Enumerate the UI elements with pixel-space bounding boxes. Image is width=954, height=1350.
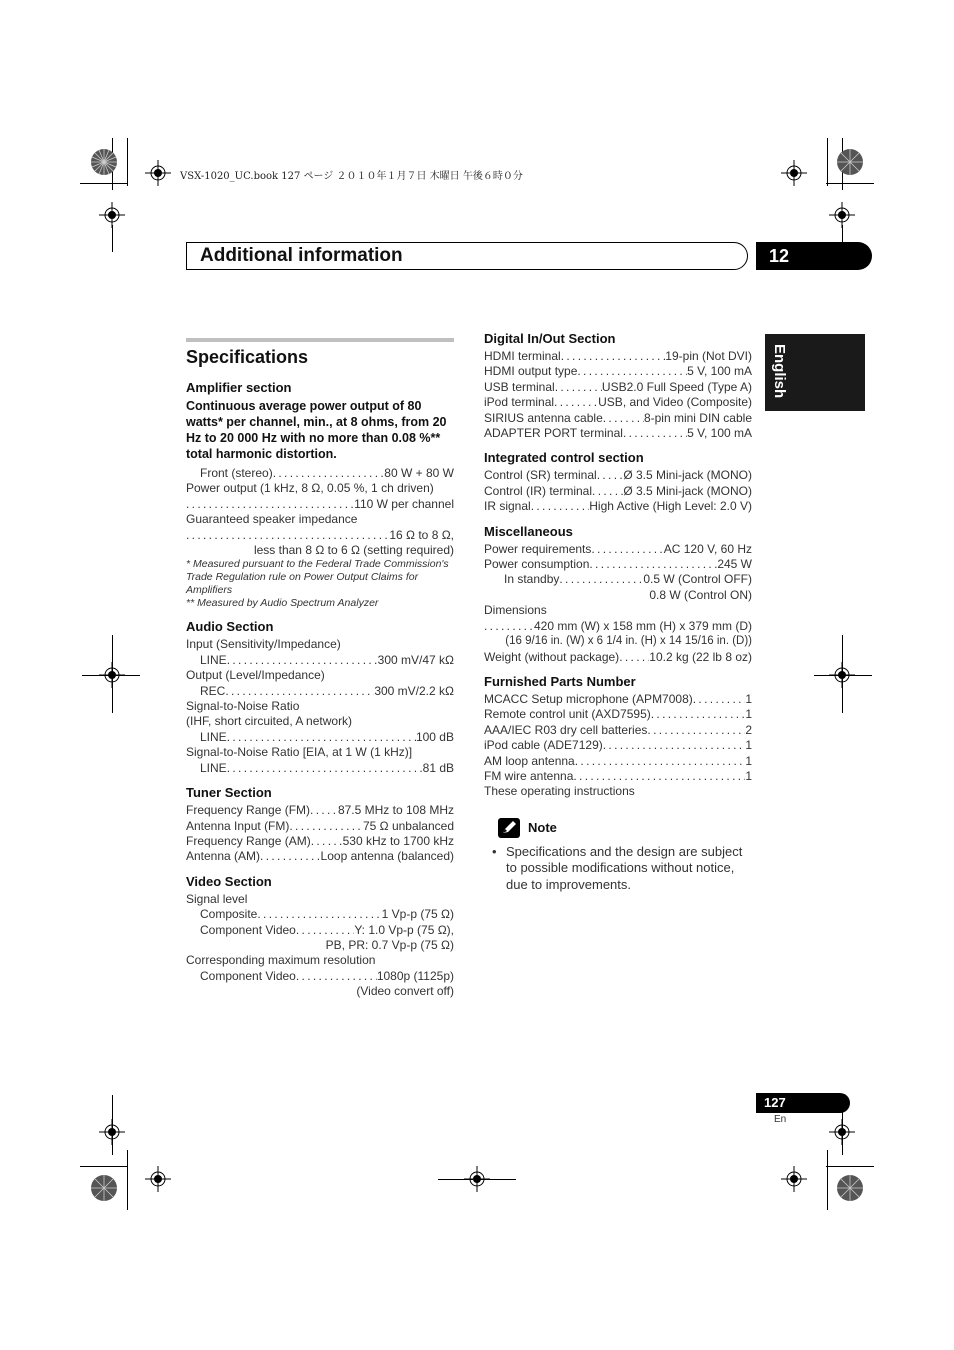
spec-label: These operating instructions bbox=[484, 784, 635, 799]
spec-row: Component Video . . . Y: 1.0 Vp-p (75 Ω), bbox=[186, 923, 454, 938]
spec-value: 0.8 W (Control ON) bbox=[649, 587, 752, 602]
spec-label: Signal level bbox=[186, 891, 248, 906]
spec-row: MCACC Setup microphone (APM7008) . . . 1 bbox=[484, 692, 752, 707]
digital-section bbox=[484, 330, 752, 441]
spec-value: (Video convert off) bbox=[356, 984, 454, 999]
spec-row: Front (stereo) . . . 80 W + 80 W bbox=[186, 466, 454, 481]
spec-row: Frequency Range (AM) . . . 530 kHz to 1700 kHz bbox=[186, 834, 454, 849]
note-text: Specifications and the design are subject to possible modifications without notice, due to improvements. bbox=[506, 843, 743, 892]
spec-row: SIRIUS antenna cable . . . 8-pin mini DIN cable bbox=[484, 411, 752, 426]
spec-row: . . . 110 W per channel bbox=[186, 497, 454, 512]
spec-label: Corresponding maximum resolution bbox=[186, 953, 376, 968]
registration-crosshair-icon bbox=[781, 1166, 807, 1192]
spec-row: Control (SR) terminal . . . Ø 3.5 Mini-jack (MONO) bbox=[484, 468, 752, 483]
spec-row: . . . 420 mm (W) x 158 mm (H) x 379 mm (D) bbox=[484, 619, 752, 634]
spec-row: IR signal . . . High Active (High Level: 2.0 V) bbox=[484, 499, 752, 514]
registration-crosshair-icon bbox=[145, 1166, 171, 1192]
page-title: Additional information bbox=[200, 245, 403, 266]
spec-row: Component Video . . . 1080p (1125p) bbox=[186, 969, 454, 984]
section-heading: Digital In/Out Section bbox=[484, 331, 616, 346]
registration-crosshair-icon bbox=[829, 1119, 855, 1145]
spec-value: less than 8 Ω to 6 Ω (setting required) bbox=[253, 543, 454, 558]
furnished-parts-section bbox=[484, 673, 752, 800]
spec-label: Input (Sensitivity/Impedance) bbox=[186, 637, 341, 652]
spec-row: Control (IR) terminal . . . Ø 3.5 Mini-jack (MONO) bbox=[484, 484, 752, 499]
registration-crosshair-icon bbox=[781, 160, 807, 186]
spec-row: Antenna Input (FM) . . . 75 Ω unbalanced bbox=[186, 819, 454, 834]
audio-section bbox=[186, 618, 454, 776]
footnote: * Measured pursuant to the Federal Trade Commission's Trade Regulation rule on Power Output Claims for Amplifiers bbox=[186, 558, 449, 597]
spec-row: iPod cable (ADE7129) . . . 1 bbox=[484, 738, 752, 753]
spec-value: (16 9/16 in. (W) x 6 1/4 in. (H) x 14 15/16 in. (D)) bbox=[505, 635, 752, 648]
section-heading: Furnished Parts Number bbox=[484, 673, 636, 689]
spec-row: Remote control unit (AXD7595) . . . 1 bbox=[484, 707, 752, 722]
spec-row: In standby . . . 0.5 W (Control OFF) bbox=[484, 572, 752, 587]
spec-row: Power consumption . . . 245 W bbox=[484, 557, 752, 572]
section-heading: Miscellaneous bbox=[484, 523, 573, 539]
registration-crosshair-icon bbox=[145, 160, 171, 186]
section-heading: Amplifier section bbox=[186, 380, 292, 395]
spec-row: . . . 16 Ω to 8 Ω, bbox=[186, 528, 454, 543]
spec-row: Antenna (AM) . . . Loop antenna (balanced) bbox=[186, 849, 454, 864]
spec-row: Frequency Range (FM) . . . 87.5 MHz to 108 MHz bbox=[186, 803, 454, 818]
spec-label: Guaranteed speaker impedance bbox=[186, 512, 358, 527]
tuner-section bbox=[186, 784, 454, 865]
section-heading: Video Section bbox=[186, 873, 272, 889]
spec-row: Power requirements . . . AC 120 V, 60 Hz bbox=[484, 542, 752, 557]
spec-label: Power output (1 kHz, 8 Ω, 0.05 %, 1 ch driven) bbox=[186, 481, 434, 496]
bullet: • bbox=[492, 843, 497, 859]
spec-label: Output (Level/Impedance) bbox=[186, 668, 325, 683]
amplifier-intro: Continuous average power output of 80 watts* per channel, min., at 8 ohms, from 20 Hz to 20 000 Hz with no more than 0.08 %** total harmonic distortion. bbox=[186, 399, 447, 461]
section-heading: Integrated control section bbox=[484, 450, 644, 466]
note-header bbox=[498, 818, 752, 838]
spec-label: Dimensions bbox=[484, 603, 547, 618]
spec-row: Weight (without package) . . . 10.2 kg (22 lb 8 oz) bbox=[484, 650, 752, 665]
language-tab-label-wrap bbox=[768, 344, 788, 404]
right-column bbox=[484, 330, 752, 893]
language-tab-label: English bbox=[771, 344, 788, 399]
spec-row: FM wire antenna . . . 1 bbox=[484, 769, 752, 784]
section-heading: Tuner Section bbox=[186, 785, 272, 801]
spec-row: HDMI terminal . . . 19-pin (Not DVI) bbox=[484, 349, 752, 364]
pencil-note-icon bbox=[498, 818, 520, 838]
registration-star-icon bbox=[90, 148, 118, 176]
book-info: VSX-1020_UC.book 127 ページ ２０１０年１月７日 木曜日 午後６時０分 bbox=[180, 171, 523, 182]
registration-star-icon bbox=[836, 1174, 864, 1202]
note-label: Note bbox=[528, 820, 557, 836]
spec-label: (IHF, short circuited, A network) bbox=[186, 714, 353, 729]
footnote: ** Measured by Audio Spectrum Analyzer bbox=[186, 597, 379, 610]
section-bar bbox=[186, 338, 454, 342]
specifications-title: Specifications bbox=[186, 347, 309, 367]
video-section bbox=[186, 873, 454, 1000]
spec-row: Composite . . . 1 Vp-p (75 Ω) bbox=[186, 907, 454, 922]
spec-row: HDMI output type . . . 5 V, 100 mA bbox=[484, 364, 752, 379]
spec-row: USB terminal . . . USB2.0 Full Speed (Type A) bbox=[484, 380, 752, 395]
miscellaneous-section bbox=[484, 523, 752, 665]
spec-label: Signal-to-Noise Ratio bbox=[186, 699, 300, 714]
registration-crosshair-icon bbox=[99, 1119, 125, 1145]
integrated-control-section bbox=[484, 449, 752, 514]
spec-row: LINE . . . 300 mV/47 kΩ bbox=[186, 653, 454, 668]
spec-row: LINE . . . 100 dB bbox=[186, 730, 454, 745]
spec-label: Signal-to-Noise Ratio [EIA, at 1 W (1 kHz)] bbox=[186, 745, 413, 760]
left-column bbox=[186, 338, 454, 1008]
spec-row: iPod terminal . . . USB, and Video (Composite) bbox=[484, 395, 752, 410]
spec-row: ADAPTER PORT terminal . . . 5 V, 100 mA bbox=[484, 426, 752, 441]
page-number: 127 bbox=[756, 1093, 850, 1113]
chapter-number: 12 bbox=[756, 242, 872, 270]
spec-value: PB, PR: 0.7 Vp-p (75 Ω) bbox=[325, 937, 454, 952]
page-language: En bbox=[774, 1114, 787, 1125]
registration-star-icon bbox=[90, 1174, 118, 1202]
spec-row: LINE . . . 81 dB bbox=[186, 761, 454, 776]
note-item bbox=[492, 844, 752, 894]
spec-row: AM loop antenna . . . 1 bbox=[484, 754, 752, 769]
spec-row: REC . . . 300 mV/2.2 kΩ bbox=[186, 684, 454, 699]
registration-star-icon bbox=[836, 148, 864, 176]
amplifier-section bbox=[186, 379, 454, 610]
section-heading: Audio Section bbox=[186, 619, 274, 635]
spec-row: AAA/IEC R03 dry cell batteries . . . 2 bbox=[484, 723, 752, 738]
